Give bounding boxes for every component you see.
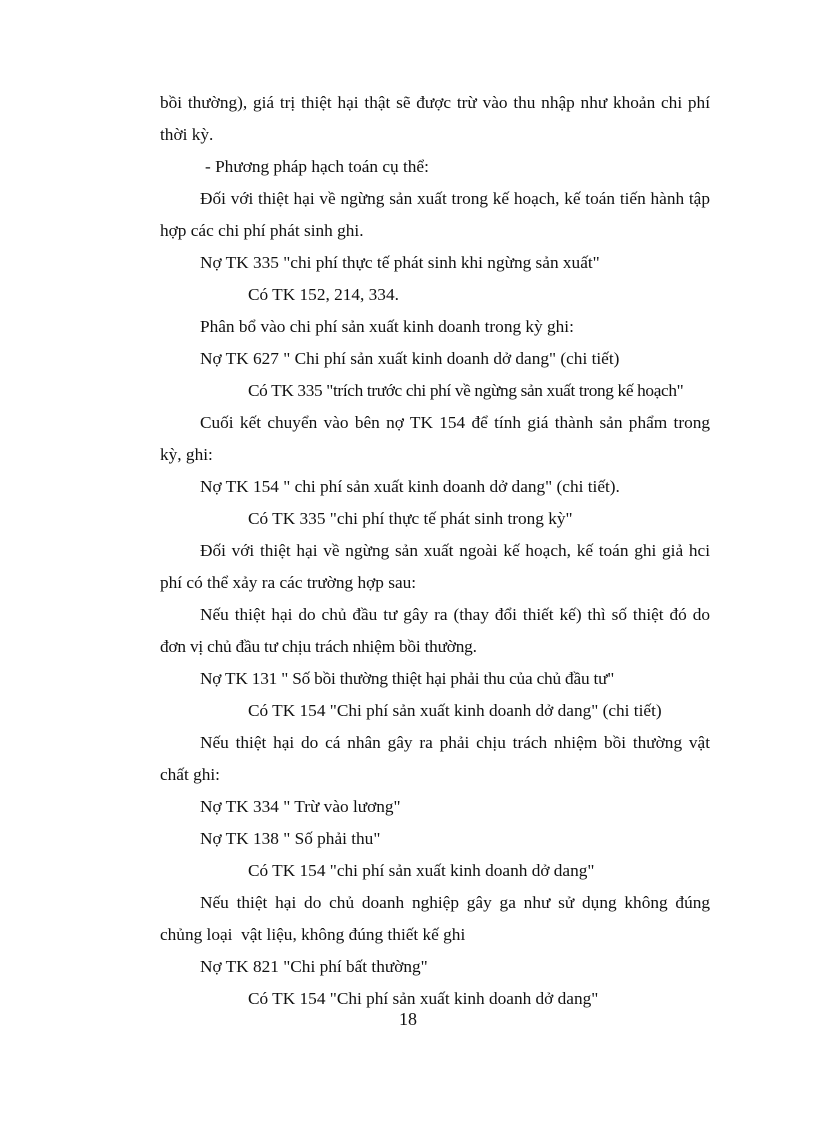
text-line: kỳ, ghi: [160, 445, 213, 464]
text-line: Có TK 152, 214, 334. [248, 285, 399, 304]
text-line: Có TK 154 "Chi phí sản xuất kinh doanh dở dang" (chi tiết) [248, 701, 662, 720]
text-line: Có TK 335 "chi phí thực tế phát sinh trong kỳ" [248, 509, 573, 528]
text-line: Đối với thiệt hại về ngừng sản xuất ngoài kế hoạch, kế toán ghi giả hci [200, 541, 710, 560]
text-line: chủng loại vật liệu, không đúng thiết kế ghi [160, 925, 466, 944]
text-line: chất ghi: [160, 765, 220, 784]
text-line: phí có thể xảy ra các trường hợp sau: [160, 573, 417, 592]
text-line: đơn vị chủ đầu tư chịu trách nhiệm bồi thường. [160, 637, 477, 656]
text-line: Có TK 154 "chi phí sản xuất kinh doanh dở dang" [248, 861, 595, 880]
text-line: Nợ TK 154 " chi phí sản xuất kinh doanh dở dang" (chi tiết). [200, 477, 620, 496]
text-line: Nợ TK 335 "chi phí thực tế phát sinh khi ngừng sản xuất" [200, 253, 600, 272]
text-line: Nợ TK 627 " Chi phí sản xuất kinh doanh dở dang" (chi tiết) [200, 349, 620, 368]
page-number: 18 [399, 1009, 417, 1029]
text-line: Nợ TK 131 " Số bồi thường thiệt hại phải thu của chủ đầu tư" [200, 669, 615, 688]
text-line: Đối với thiệt hại về ngừng sản xuất trong kế hoạch, kế toán tiến hành tập [200, 189, 710, 208]
text-line: bồi thường), giá trị thiệt hại thật sẽ được trừ vào thu nhập như khoản chi phí [160, 93, 710, 112]
text-line: thời kỳ. [160, 125, 214, 144]
text-line: Nếu thiệt hại do chủ đầu tư gây ra (thay đổi thiết kế) thì số thiệt đó do [200, 605, 710, 624]
text-line: Có TK 335 "trích trước chi phí về ngừng sản xuất trong kế hoạch" [248, 381, 684, 400]
text-line: hợp các chi phí phát sinh ghi. [160, 221, 364, 240]
text-line: - Phương pháp hạch toán cụ thể: [205, 157, 429, 176]
text-line: Phân bổ vào chi phí sản xuất kinh doanh trong kỳ ghi: [200, 317, 574, 336]
text-line: Nợ TK 821 "Chi phí bất thường" [200, 957, 428, 976]
text-line: Nợ TK 334 " Trừ vào lương" [200, 797, 401, 816]
text-line: Nếu thiệt hại do chủ doanh nghiệp gây ga như sử dụng không đúng [200, 893, 710, 912]
text-line: Nếu thiệt hại do cá nhân gây ra phải chịu trách nhiệm bồi thường vật [200, 733, 710, 752]
text-line: Cuối kết chuyển vào bên nợ TK 154 để tính giá thành sản phẩm trong [200, 413, 710, 432]
text-line: Có TK 154 "Chi phí sản xuất kinh doanh dở dang" [248, 989, 599, 1008]
text-line: Nợ TK 138 " Số phải thu" [200, 829, 381, 848]
